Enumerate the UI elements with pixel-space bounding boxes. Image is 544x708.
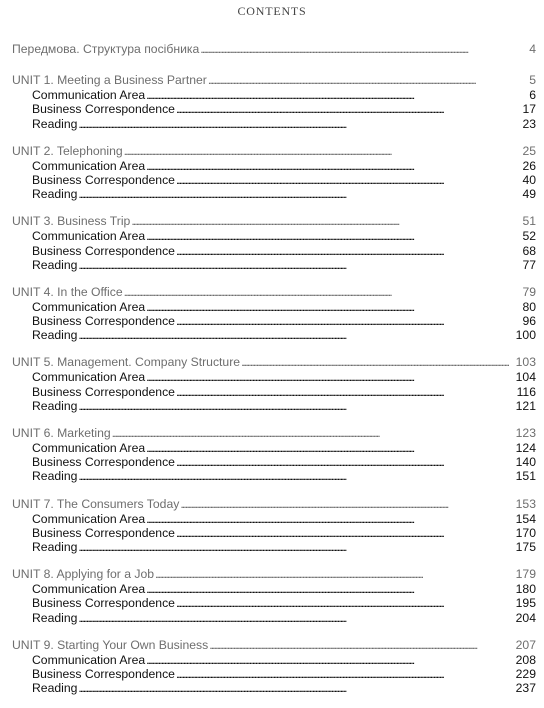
section-title: Communication Area bbox=[32, 582, 146, 597]
section-page: 204 bbox=[515, 610, 536, 625]
section-page: 208 bbox=[515, 652, 536, 667]
toc-unit-6 bbox=[12, 426, 536, 484]
toc-unit-4 bbox=[12, 285, 536, 343]
unit-page: 103 bbox=[515, 355, 536, 370]
toc-unit-title-row[interactable] bbox=[12, 285, 536, 300]
section-page: 104 bbox=[515, 370, 536, 385]
toc-entry-page: 4 bbox=[529, 42, 536, 56]
section-page: 154 bbox=[515, 511, 536, 526]
unit-page: 5 bbox=[529, 73, 536, 88]
dot-leader bbox=[176, 455, 515, 469]
dot-leader bbox=[146, 229, 521, 243]
toc-section-row[interactable] bbox=[12, 244, 536, 258]
section-page: 6 bbox=[529, 88, 536, 103]
section-page: 26 bbox=[522, 158, 536, 173]
toc-section-row[interactable] bbox=[12, 258, 536, 272]
dot-leader bbox=[180, 497, 514, 512]
dot-leader bbox=[176, 102, 521, 116]
toc-unit-title-row[interactable] bbox=[12, 355, 536, 370]
unit-title: UNIT 3. Business Trip bbox=[12, 214, 131, 229]
section-title: Business Correspondence bbox=[32, 102, 175, 117]
toc-section-row[interactable] bbox=[12, 526, 536, 540]
section-page: 116 bbox=[516, 384, 536, 399]
toc-unit-title-row[interactable] bbox=[12, 426, 536, 441]
dot-leader bbox=[200, 42, 525, 56]
section-page: 175 bbox=[515, 539, 536, 554]
unit-title: UNIT 6. Marketing bbox=[12, 426, 111, 440]
section-page: 49 bbox=[522, 187, 536, 202]
toc-section-row[interactable] bbox=[12, 385, 536, 399]
toc-section-row[interactable] bbox=[12, 173, 536, 187]
section-title: Business Correspondence bbox=[32, 455, 175, 470]
toc-section-row[interactable] bbox=[12, 88, 536, 102]
dot-leader bbox=[176, 526, 515, 540]
unit-page: 123 bbox=[515, 426, 536, 440]
toc-section-row[interactable] bbox=[12, 681, 536, 695]
dot-leader bbox=[176, 314, 521, 328]
unit-page: 79 bbox=[522, 284, 536, 299]
toc-section-row[interactable] bbox=[12, 117, 536, 131]
dot-leader bbox=[78, 540, 514, 554]
section-title: Business Correspondence bbox=[32, 525, 175, 540]
toc-section-row[interactable] bbox=[12, 596, 536, 610]
dot-leader bbox=[78, 469, 514, 483]
section-page: 52 bbox=[522, 229, 536, 244]
section-title: Reading bbox=[32, 116, 78, 131]
dot-leader bbox=[78, 187, 521, 201]
toc-unit-3 bbox=[12, 214, 536, 272]
dot-leader bbox=[176, 173, 521, 187]
dot-leader bbox=[78, 681, 514, 695]
toc-section-row[interactable] bbox=[12, 314, 536, 328]
unit-page: 179 bbox=[515, 567, 536, 582]
dot-leader bbox=[146, 653, 515, 667]
toc-section-row[interactable] bbox=[12, 159, 536, 173]
dot-leader bbox=[78, 611, 514, 625]
section-title: Communication Area bbox=[32, 370, 146, 385]
dot-leader bbox=[146, 370, 515, 384]
dot-leader bbox=[124, 285, 522, 300]
section-page: 100 bbox=[515, 328, 536, 343]
section-page: 77 bbox=[522, 257, 536, 272]
toc-section-row[interactable] bbox=[12, 469, 536, 483]
unit-title: UNIT 7. The Consumers Today bbox=[12, 496, 180, 511]
section-page: 124 bbox=[515, 441, 536, 455]
unit-page: 51 bbox=[522, 214, 536, 229]
section-title: Reading bbox=[32, 610, 78, 625]
section-title: Business Correspondence bbox=[32, 596, 175, 611]
dot-leader bbox=[78, 328, 514, 342]
section-title: Communication Area bbox=[32, 229, 146, 244]
section-title: Business Correspondence bbox=[32, 172, 175, 187]
dot-leader bbox=[131, 214, 521, 229]
toc-unit-5 bbox=[12, 355, 536, 413]
section-title: Reading bbox=[32, 328, 78, 343]
table-of-contents bbox=[12, 42, 536, 708]
toc-section-row[interactable] bbox=[12, 455, 536, 469]
section-page: 140 bbox=[515, 455, 536, 470]
toc-section-row[interactable] bbox=[12, 102, 536, 116]
section-page: 17 bbox=[522, 102, 536, 117]
section-title: Communication Area bbox=[32, 652, 146, 667]
unit-page: 25 bbox=[522, 143, 536, 158]
section-title: Reading bbox=[32, 257, 78, 272]
section-title: Communication Area bbox=[32, 441, 146, 455]
section-page: 23 bbox=[522, 116, 536, 131]
dot-leader bbox=[176, 596, 515, 610]
section-page: 121 bbox=[515, 398, 536, 413]
toc-section-row[interactable] bbox=[12, 540, 536, 554]
unit-title: UNIT 4. In the Office bbox=[12, 284, 123, 299]
dot-leader bbox=[209, 638, 514, 653]
dot-leader bbox=[146, 512, 515, 526]
section-page: 229 bbox=[515, 666, 536, 681]
toc-unit-title-row[interactable] bbox=[12, 144, 536, 159]
dot-leader bbox=[146, 582, 515, 596]
toc-unit-2 bbox=[12, 144, 536, 202]
section-title: Reading bbox=[32, 539, 78, 554]
dot-leader bbox=[78, 258, 521, 272]
section-title: Business Correspondence bbox=[32, 666, 175, 681]
section-title: Communication Area bbox=[32, 299, 146, 314]
section-title: Business Correspondence bbox=[32, 243, 175, 258]
toc-unit-title-row[interactable] bbox=[12, 497, 536, 512]
toc-unit-1 bbox=[12, 73, 536, 131]
section-title: Communication Area bbox=[32, 88, 146, 103]
section-page: 170 bbox=[515, 525, 536, 540]
toc-section-row[interactable] bbox=[12, 582, 536, 596]
dot-leader bbox=[124, 144, 522, 159]
toc-unit-title-row[interactable] bbox=[12, 638, 536, 653]
toc-unit-title-row[interactable] bbox=[12, 214, 536, 229]
toc-unit-9 bbox=[12, 638, 536, 696]
toc-section-row[interactable] bbox=[12, 653, 536, 667]
section-page: 180 bbox=[515, 582, 536, 597]
dot-leader bbox=[78, 399, 514, 413]
section-title: Communication Area bbox=[32, 511, 146, 526]
toc-entry-intro[interactable] bbox=[12, 42, 536, 56]
toc-section-row[interactable] bbox=[12, 187, 536, 201]
unit-page: 207 bbox=[515, 637, 536, 652]
toc-section-row[interactable] bbox=[12, 370, 536, 384]
dot-leader bbox=[146, 159, 521, 173]
section-title: Reading bbox=[32, 469, 78, 484]
contents-heading: CONTENTS bbox=[237, 4, 307, 18]
dot-leader bbox=[146, 300, 521, 314]
toc-section-row[interactable] bbox=[12, 441, 536, 455]
toc-unit-7 bbox=[12, 497, 536, 555]
dot-leader bbox=[208, 73, 525, 88]
dot-leader bbox=[176, 385, 516, 399]
unit-page: 153 bbox=[515, 496, 536, 511]
section-title: Reading bbox=[32, 187, 78, 202]
section-title: Business Correspondence bbox=[32, 384, 175, 399]
section-page: 96 bbox=[522, 314, 536, 329]
dot-leader bbox=[176, 244, 521, 258]
toc-section-row[interactable] bbox=[12, 667, 536, 681]
section-title: Reading bbox=[32, 398, 78, 413]
toc-unit-8 bbox=[12, 567, 536, 625]
dot-leader bbox=[146, 441, 515, 455]
dot-leader bbox=[155, 567, 515, 582]
toc-section-row[interactable] bbox=[12, 399, 536, 413]
unit-title: UNIT 8. Applying for a Job bbox=[12, 567, 155, 582]
toc-section-row[interactable] bbox=[12, 512, 536, 526]
unit-title: UNIT 5. Management. Company Structure bbox=[12, 355, 241, 370]
unit-title: UNIT 1. Meeting a Business Partner bbox=[12, 73, 207, 88]
unit-title: UNIT 2. Telephoning bbox=[12, 143, 123, 158]
toc-section-row[interactable] bbox=[12, 229, 536, 243]
dot-leader bbox=[146, 88, 525, 102]
dot-leader bbox=[78, 117, 521, 131]
toc-intro-group bbox=[12, 42, 536, 56]
section-page: 151 bbox=[515, 469, 536, 484]
section-page: 68 bbox=[522, 243, 536, 258]
toc-section-row[interactable] bbox=[12, 328, 536, 342]
unit-title: UNIT 9. Starting Your Own Business bbox=[12, 637, 209, 652]
section-title: Reading bbox=[32, 681, 78, 696]
section-page: 40 bbox=[522, 172, 536, 187]
section-page: 237 bbox=[515, 681, 536, 696]
dot-leader bbox=[241, 355, 515, 370]
dot-leader bbox=[112, 426, 515, 441]
section-title: Communication Area bbox=[32, 158, 146, 173]
toc-unit-title-row[interactable] bbox=[12, 567, 536, 582]
toc-section-row[interactable] bbox=[12, 611, 536, 625]
section-page: 80 bbox=[522, 299, 536, 314]
section-title: Business Correspondence bbox=[32, 314, 175, 329]
toc-unit-title-row[interactable] bbox=[12, 73, 536, 88]
section-page: 195 bbox=[515, 596, 536, 611]
dot-leader bbox=[176, 667, 515, 681]
toc-entry-title: Передмова. Структура посібника bbox=[12, 42, 200, 56]
toc-section-row[interactable] bbox=[12, 300, 536, 314]
